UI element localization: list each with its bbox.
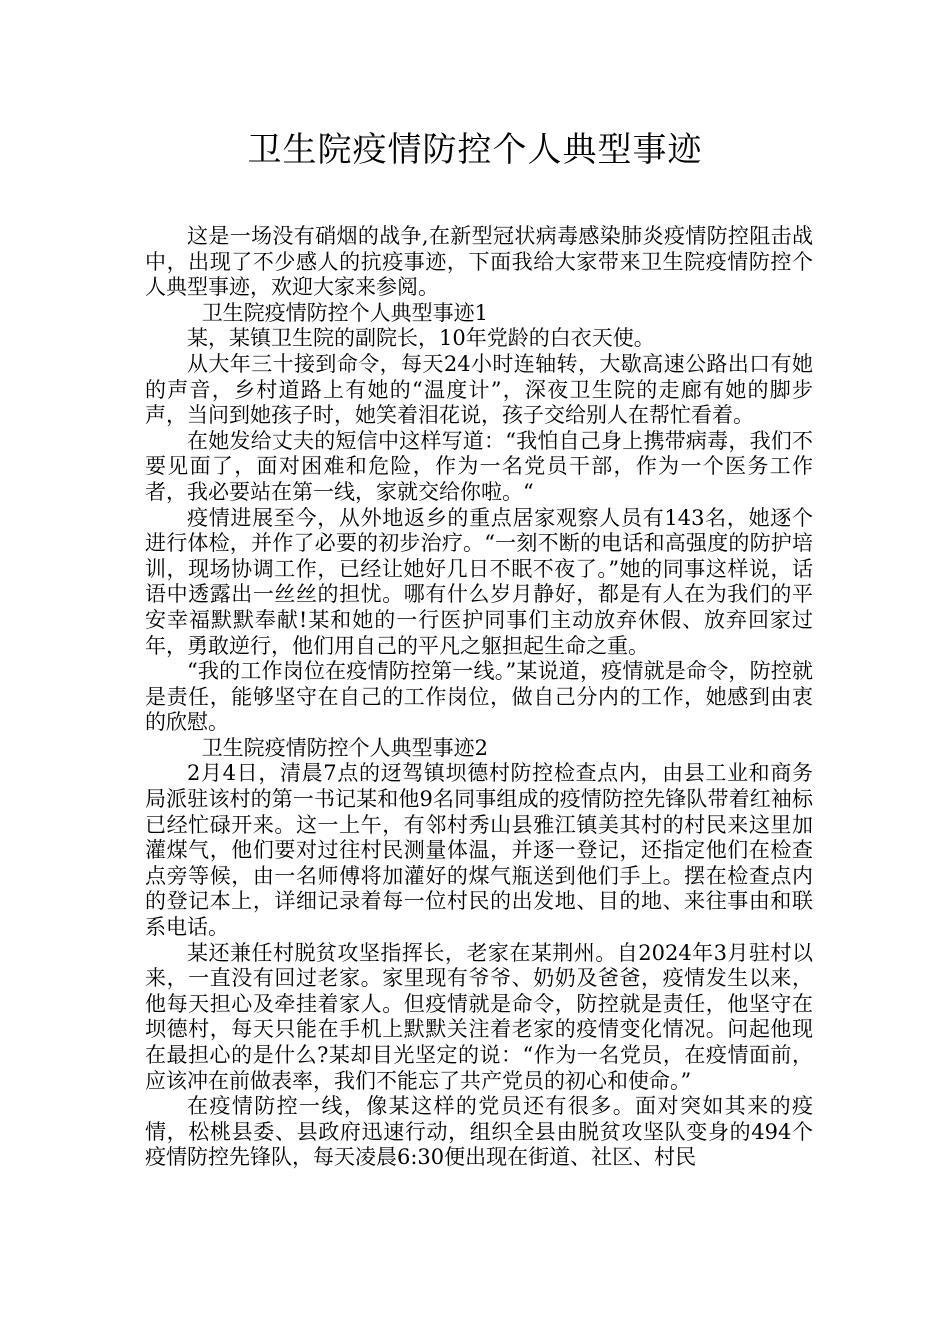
paragraph: 在她发给丈夫的短信中这样写道：“我怕自己身上携带病毒，我们不要见面了，面对困难和危险，作为一名党员干部，作为一个医务工作者，我必要站在第一线，家就交给你啦。“ (145, 428, 813, 504)
section-heading-2: 卫生院疫情防控个人典型事迹2 (201, 735, 489, 760)
document-title: 卫生院疫情防控个人典型事迹 (247, 130, 703, 170)
paragraph: 某，某镇卫生院的副院长，10年党龄的白衣天使。 (187, 326, 655, 351)
paragraph: 从大年三十接到命令，每天24小时连轴转，大歇高速公路出口有她的声音，乡村道路上有她的“温度计”，深夜卫生院的走廊有她的脚步声，当问到她孩子时，她笑着泪花说，孩子交给别人在帮忙看着。 (145, 351, 813, 428)
paragraph: 疫情进展至今，从外地返乡的重点居家观察人员有143名，她逐个进行体检，并作了必要的初步治疗。“一刻不断的电话和高强度的防护培训，现场协调工作，已经让她好几日不眠不夜了。”她的同事这样说，话语中透露出一丝丝的担忧。哪有什么岁月静好，都是有人在为我们的平安幸福默默奉献!某和她的一行医护同事们主动放弃休假、放弃回家过年，勇敢逆行，他们用自己的平凡之躯担起生命之重。 (145, 505, 813, 658)
paragraph: 在疫情防控一线，像某这样的党员还有很多。面对突如其来的疫情，松桃县委、县政府迅速行动，组织全县由脱贫攻坚队变身的494个疫情防控先锋队，每天凌晨6:30便出现在街道、社区、村民 (145, 1094, 813, 1170)
paragraph: “我的工作岗位在疫情防控第一线。”某说道，疫情就是命令，防控就是责任，能够坚守在自己的工作岗位，做自己分内的工作，她感到由衷的欣慰。 (145, 659, 813, 735)
paragraph: 2月4日，清晨7点的迓驾镇坝德村防控检查点内，由县工业和商务局派驻该村的第一书记某和他9名同事组成的疫情防控先锋队带着红袖标已经忙碌开来。这一上午，有邻村秀山县雅江镇美其村的村民来这里加灌煤气，他们要对过往村民测量体温，并逐一登记，还指定他们在检查点旁等候，由一名师傅将加灌好的煤气瓶送到他们手上。摆在检查点内的登记本上，详细记录着每一位村民的出发地、目的地、来往事由和联系电话。 (145, 761, 813, 940)
paragraph-intro: 这是一场没有硝烟的战争,在新型冠状病毒感染肺炎疫情防控阻击战中，出现了不少感人的抗疫事迹，下面我给大家带来卫生院疫情防控个人典型事迹，欢迎大家来参阅。 (145, 224, 813, 300)
paragraph: 某还兼任村脱贫攻坚指挥长，老家在某荆州。自2024年3月驻村以来，一直没有回过老家。家里现有爷爷、奶奶及爸爸，疫情发生以来，他每天担心及牵挂着家人。但疫情就是命令，防控就是责任，他坚守在坝德村，每天只能在手机上默默关注着老家的疫情变化情况。问起他现在最担心的是什么?某却目光坚定的说：“作为一名党员，在疫情面前，应该冲在前做表率，我们不能忘了共产党员的初心和使命。” (145, 940, 813, 1093)
document-body (145, 224, 813, 1171)
section-heading-1: 卫生院疫情防控个人典型事迹1 (201, 300, 489, 325)
